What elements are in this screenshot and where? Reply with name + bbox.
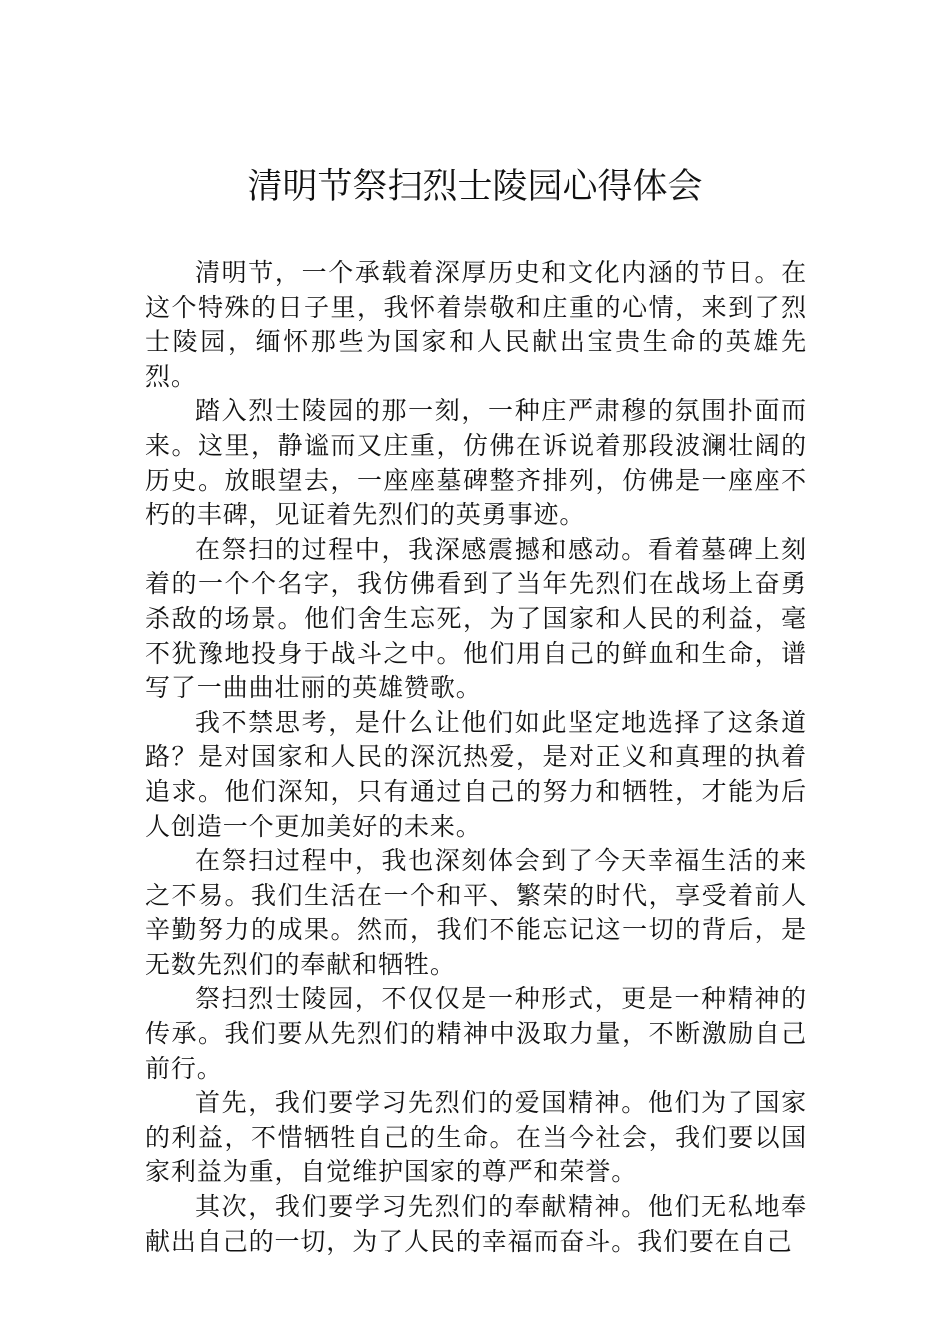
paragraph-3: 在祭扫的过程中，我深感震撼和感动。看着墓碑上刻着的一个个名字，我仿佛看到了当年先烈们在战场上奋勇杀敌的场景。他们舍生忘死，为了国家和人民的利益，毫不犹豫地投身于战斗之中。他们用自己的鲜血和生命，谱写了一曲曲壮丽的英雄赞歌。 (145, 534, 807, 703)
paragraph-4: 我不禁思考，是什么让他们如此坚定地选择了这条道路？是对国家和人民的深沉热爱，是对正义和真理的执着追求。他们深知，只有通过自己的努力和牺牲，才能为后人创造一个更加美好的未来。 (145, 707, 807, 841)
paragraph-5: 在祭扫过程中，我也深刻体会到了今天幸福生活的来之不易。我们生活在一个和平、繁荣的时代，享受着前人辛勤努力的成果。然而，我们不能忘记这一切的背后，是无数先烈们的奉献和牺牲。 (145, 846, 807, 979)
document-body (145, 256, 807, 1259)
paragraph-7: 首先，我们要学习先烈们的爱国精神。他们为了国家的利益，不惜牺牲自己的生命。在当今社会，我们要以国家利益为重，自觉维护国家的尊严和荣誉。 (145, 1088, 807, 1187)
paragraph-2: 踏入烈士陵园的那一刻，一种庄严肃穆的氛围扑面而来。这里，静谧而又庄重，仿佛在诉说着那段波澜壮阔的历史。放眼望去，一座座墓碑整齐排列，仿佛是一座座不朽的丰碑，见证着先烈们的英勇事迹。 (145, 396, 807, 530)
paragraph-1: 清明节，一个承载着深厚历史和文化内涵的节日。在这个特殊的日子里，我怀着崇敬和庄重的心情，来到了烈士陵园，缅怀那些为国家和人民献出宝贵生命的英雄先烈。 (145, 258, 807, 391)
paragraph-8: 其次，我们要学习先烈们的奉献精神。他们无私地奉献出自己的一切，为了人民的幸福而奋斗。我们要在自己 (145, 1192, 807, 1256)
paragraph-6: 祭扫烈士陵园，不仅仅是一种形式，更是一种精神的传承。我们要从先烈们的精神中汲取力量，不断激励自己前行。 (145, 984, 807, 1083)
document-title: 清明节祭扫烈士陵园心得体会 (247, 167, 703, 207)
